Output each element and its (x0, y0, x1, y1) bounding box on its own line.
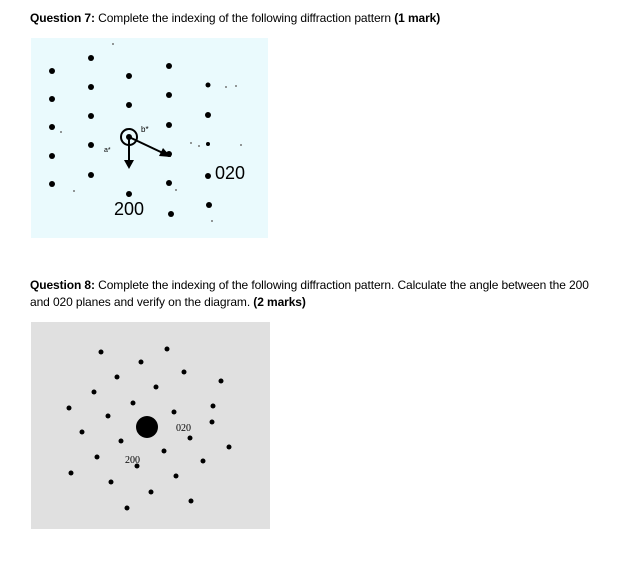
spot (88, 142, 94, 148)
spot (219, 379, 224, 384)
spot (80, 430, 85, 435)
spot (49, 153, 55, 159)
spot (166, 63, 172, 69)
spot (162, 449, 167, 454)
spot (88, 55, 94, 61)
diffraction-pattern-2-svg (31, 322, 270, 529)
central-beam-spot (136, 416, 158, 438)
spot (166, 122, 172, 128)
question-7-marks: (1 mark) (394, 11, 441, 25)
spot (126, 102, 132, 108)
label-200: 200 (114, 199, 145, 219)
a-star-label: a* (104, 147, 111, 154)
spot (67, 406, 72, 411)
diffraction-pattern-1 (31, 38, 268, 238)
question-8-number: Question 8 (30, 278, 92, 292)
spot (206, 202, 212, 208)
spot (166, 180, 172, 186)
label-200: 200 (125, 455, 140, 466)
b-star-arrow (129, 137, 165, 154)
spot (49, 96, 55, 102)
spot (126, 191, 132, 197)
spot (174, 474, 179, 479)
spot (189, 499, 194, 504)
spot (88, 113, 94, 119)
spot (205, 112, 211, 118)
spot (154, 385, 159, 390)
speck (235, 85, 237, 87)
speck (211, 220, 213, 222)
speck (225, 86, 227, 88)
diffraction-pattern-1-svg (31, 38, 268, 238)
spot (210, 420, 215, 425)
spot (201, 459, 206, 464)
spot (165, 347, 170, 352)
speck (112, 43, 114, 45)
spot (119, 439, 124, 444)
spot (211, 404, 216, 409)
spot (227, 445, 232, 450)
spot (149, 490, 154, 495)
spot (95, 455, 100, 460)
speck (198, 145, 200, 147)
b-star-label: b* (141, 125, 149, 134)
spot (206, 83, 211, 88)
question-7-number: Question 7 (30, 11, 92, 25)
spot (188, 436, 193, 441)
spot (205, 173, 211, 179)
spot (49, 68, 55, 74)
spot (109, 480, 114, 485)
spot (131, 401, 136, 406)
speck (240, 144, 242, 146)
speck (190, 142, 192, 144)
spot (166, 92, 172, 98)
question-8-marks: (2 marks) (253, 295, 306, 309)
speck (60, 131, 62, 133)
spot (49, 181, 55, 187)
spot (125, 506, 130, 511)
a-star-arrowhead (124, 160, 134, 169)
question-8-body: Complete the indexing of the following diffraction pattern. Calculate the angle between the 200 and 020 planes and verify on the diagram. (30, 278, 589, 309)
question-7-text: Question 7: Complete the indexing of the following diffraction pattern (1 mark) (30, 11, 441, 25)
speck (73, 190, 75, 192)
label-020: 020 (215, 163, 246, 183)
spot (172, 410, 177, 415)
spot (106, 414, 111, 419)
spot (88, 172, 94, 178)
spot (69, 471, 74, 476)
question-7-body: Complete the indexing of the following diffraction pattern (94, 11, 395, 25)
label-020: 020 (176, 423, 191, 434)
spot (126, 73, 132, 79)
spot (92, 390, 97, 395)
question-8-text: Question 8: Complete the indexing of the following diffraction pattern. Calculate the angle between the 200 and 020 planes and verify on the diagram. (2 marks) (30, 278, 589, 309)
spot (206, 142, 210, 146)
spot (88, 84, 94, 90)
spot (115, 375, 120, 380)
spot (139, 360, 144, 365)
spot (49, 124, 55, 130)
spot (182, 370, 187, 375)
diffraction-pattern-2 (31, 322, 270, 529)
speck (175, 189, 177, 191)
spot (99, 350, 104, 355)
spot (168, 211, 174, 217)
